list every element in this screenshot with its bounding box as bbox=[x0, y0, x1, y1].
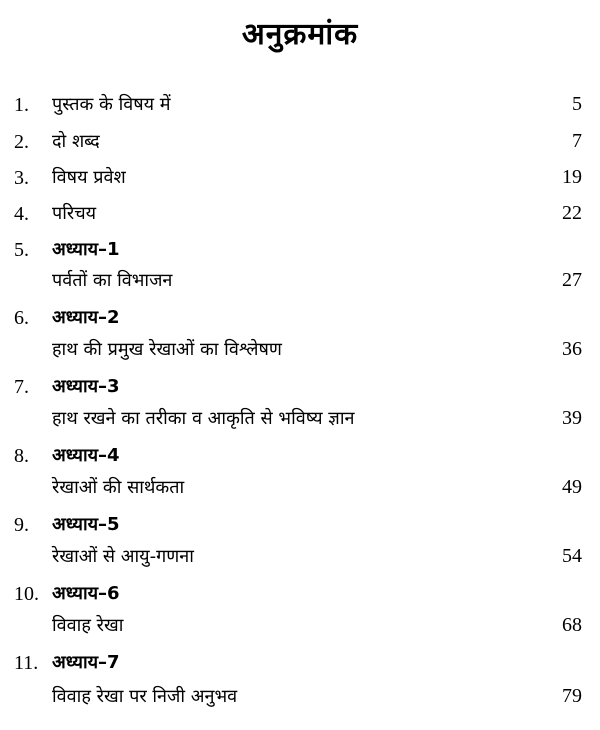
toc-entry bbox=[0, 577, 600, 611]
toc-entry bbox=[0, 439, 600, 473]
entry-number: 7. bbox=[14, 376, 29, 398]
entry-page-number: 7 bbox=[572, 130, 582, 152]
toc-subentry bbox=[0, 402, 600, 436]
chapter-heading: अध्याय–6 bbox=[52, 583, 120, 604]
toc-entry bbox=[0, 88, 600, 122]
toc-entry bbox=[0, 161, 600, 195]
entry-page-number: 36 bbox=[562, 338, 582, 360]
entry-number: 5. bbox=[14, 239, 29, 261]
entry-number: 11. bbox=[14, 652, 39, 674]
chapter-heading: अध्याय–1 bbox=[52, 239, 120, 260]
chapter-heading: अध्याय–7 bbox=[52, 652, 120, 673]
toc-entry bbox=[0, 508, 600, 542]
entry-label: पर्वतों का विभाजन bbox=[52, 270, 173, 291]
entry-label: रेखाओं से आयु-गणना bbox=[52, 546, 194, 567]
chapter-heading: अध्याय–5 bbox=[52, 514, 120, 535]
entry-page-number: 39 bbox=[562, 407, 582, 429]
entry-page-number: 79 bbox=[562, 685, 582, 707]
entry-label: विवाह रेखा bbox=[52, 615, 124, 636]
chapter-heading: अध्याय–2 bbox=[52, 307, 120, 328]
entry-label: पुस्तक के विषय में bbox=[52, 94, 171, 115]
entry-page-number: 27 bbox=[562, 269, 582, 291]
toc-entry bbox=[0, 301, 600, 335]
entry-number: 1. bbox=[14, 94, 29, 116]
entry-label: परिचय bbox=[52, 203, 97, 224]
toc-subentry bbox=[0, 333, 600, 367]
chapter-heading: अध्याय–3 bbox=[52, 376, 120, 397]
toc-subentry bbox=[0, 609, 600, 643]
entry-number: 4. bbox=[14, 203, 29, 225]
entry-label: विषय प्रवेश bbox=[52, 167, 126, 188]
toc-entry bbox=[0, 233, 600, 267]
toc-entry bbox=[0, 646, 600, 680]
entry-label: हाथ रखने का तरीका व आकृति से भविष्य ज्ञान bbox=[52, 408, 355, 429]
entry-page-number: 22 bbox=[562, 202, 582, 224]
entry-number: 10. bbox=[14, 583, 39, 605]
entry-page-number: 54 bbox=[562, 545, 582, 567]
toc-subentry bbox=[0, 540, 600, 574]
entry-number: 2. bbox=[14, 131, 29, 153]
page-title: अनुक्रमांक bbox=[241, 17, 359, 52]
toc-entry bbox=[0, 370, 600, 404]
entry-number: 8. bbox=[14, 445, 29, 467]
toc-subentry bbox=[0, 471, 600, 505]
entry-page-number: 19 bbox=[562, 166, 582, 188]
chapter-heading: अध्याय–4 bbox=[52, 445, 120, 466]
entry-label: दो शब्द bbox=[52, 131, 100, 152]
entry-number: 3. bbox=[14, 167, 29, 189]
entry-page-number: 49 bbox=[562, 476, 582, 498]
toc-entry bbox=[0, 125, 600, 159]
entry-label: विवाह रेखा पर निजी अनुभव bbox=[52, 686, 238, 707]
entry-number: 9. bbox=[14, 514, 29, 536]
entry-label: रेखाओं की सार्थकता bbox=[52, 477, 185, 498]
entry-page-number: 68 bbox=[562, 614, 582, 636]
toc-entry bbox=[0, 197, 600, 231]
entry-page-number: 5 bbox=[572, 93, 582, 115]
entry-label: हाथ की प्रमुख रेखाओं का विश्लेषण bbox=[52, 339, 282, 360]
toc-subentry bbox=[0, 264, 600, 298]
entry-number: 6. bbox=[14, 307, 29, 329]
toc-subentry bbox=[0, 680, 600, 714]
